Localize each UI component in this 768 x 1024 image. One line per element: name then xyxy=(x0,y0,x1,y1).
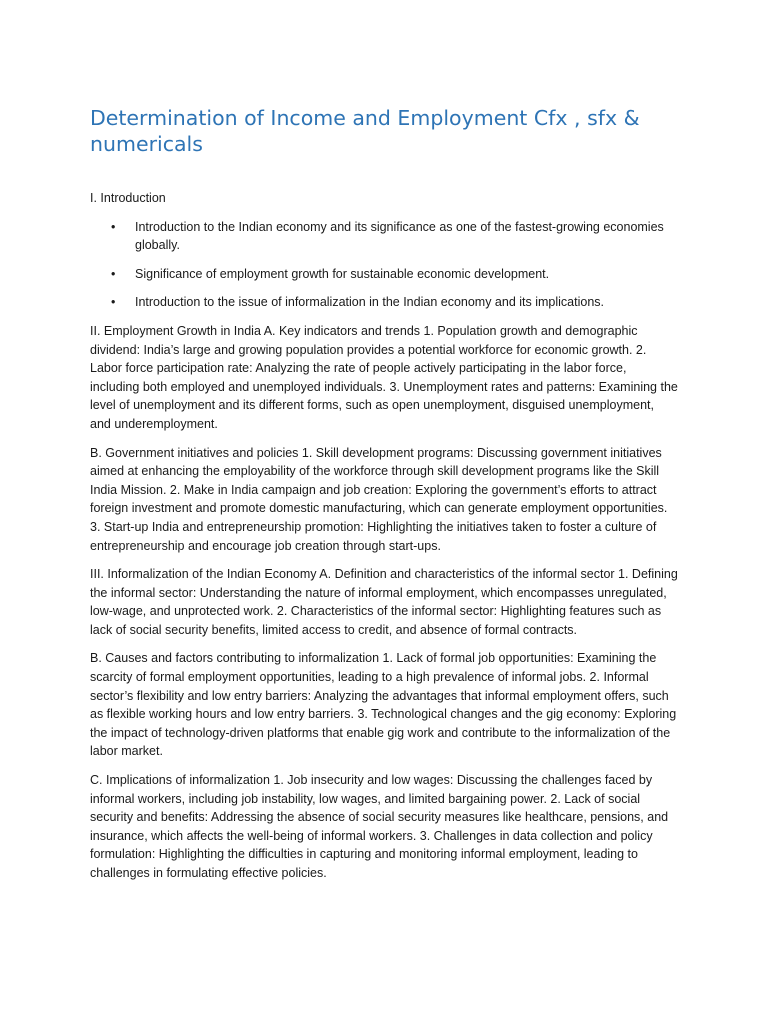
paragraph-informalization-implications: C. Implications of informalization 1. Job insecurity and low wages: Discussing the challenges faced by informal workers, including job instability, low wages, and limited bargaining power. 2. Lack of social security and benefits: Addressing the absence of social security measures like healthcare, pensions, and insurance, which affects the well-being of informal workers. 3. Challenges in data collection and policy formulation: Highlighting the difficulties in capturing and monitoring informal employment, leading to challenges in formulating effective policies. xyxy=(90,773,669,880)
bullet-item: • Introduction to the Indian economy and its significance as one of the fastest-growing economies globally. xyxy=(135,218,678,255)
paragraph-employment-growth: II. Employment Growth in India A. Key indicators and trends 1. Population growth and demographic dividend: India’s large and growing population provides a potential workforce for economic growth. 2. Labor force participation rate: Analyzing the rate of people actively participating in the labor force, including both employed and unemployed individuals. 3. Unemployment rates and patterns: Examining the level of unemployment and its different forms, such as open unemployment, disguised unemployment, and underemployment. xyxy=(90,323,678,431)
paragraph-informalization-definition: III. Informalization of the Indian Economy A. Definition and characteristics of the informal sector 1. Defining the informal sector: Understanding the nature of informal employment, which encompasses unregulated, low-wage, and unprotected work. 2. Characteristics of the informal sector: Highlighting features such as lack of social security benefits, limited access to credit, and absence of formal contracts. xyxy=(90,567,678,637)
paragraph-informalization-causes: B. Causes and factors contributing to informalization 1. Lack of formal job opportunities: Examining the scarcity of formal employment opportunities, leading to a high prevalence of informal jobs. 2. Informal sector’s flexibility and low entry barriers: Analyzing the advantages that informal employment offers, such as flexible working hours and low entry barriers. 3. Technological changes and the gig economy: Exploring the impact of technology-driven platforms that enable gig work and contribute to the informalization of the labor market. xyxy=(90,651,677,759)
section-heading-introduction: I. Introduction xyxy=(90,191,166,205)
introduction-bullet-list xyxy=(90,218,678,312)
paragraph-government-initiatives: B. Government initiatives and policies 1. Skill development programs: Discussing government initiatives aimed at enhancing the employability of the workforce through skill development programs like the Skill India Mission. 2. Make in India campaign and job creation: Exploring the government’s efforts to attract foreign investment and promote domestic manufacturing, which can generate employment opportunities. 3. Start-up India and entrepreneurship promotion: Highlighting the initiatives taken to foster a culture of entrepreneurship and encourage job creation through start-ups. xyxy=(90,445,668,553)
bullet-item: • Introduction to the issue of informalization in the Indian economy and its implications. xyxy=(135,293,678,312)
document-page xyxy=(90,105,678,893)
document-title: Determination of Income and Employment Cfx , sfx & numericals xyxy=(90,106,640,156)
bullet-item: • Significance of employment growth for sustainable economic development. xyxy=(135,265,678,284)
